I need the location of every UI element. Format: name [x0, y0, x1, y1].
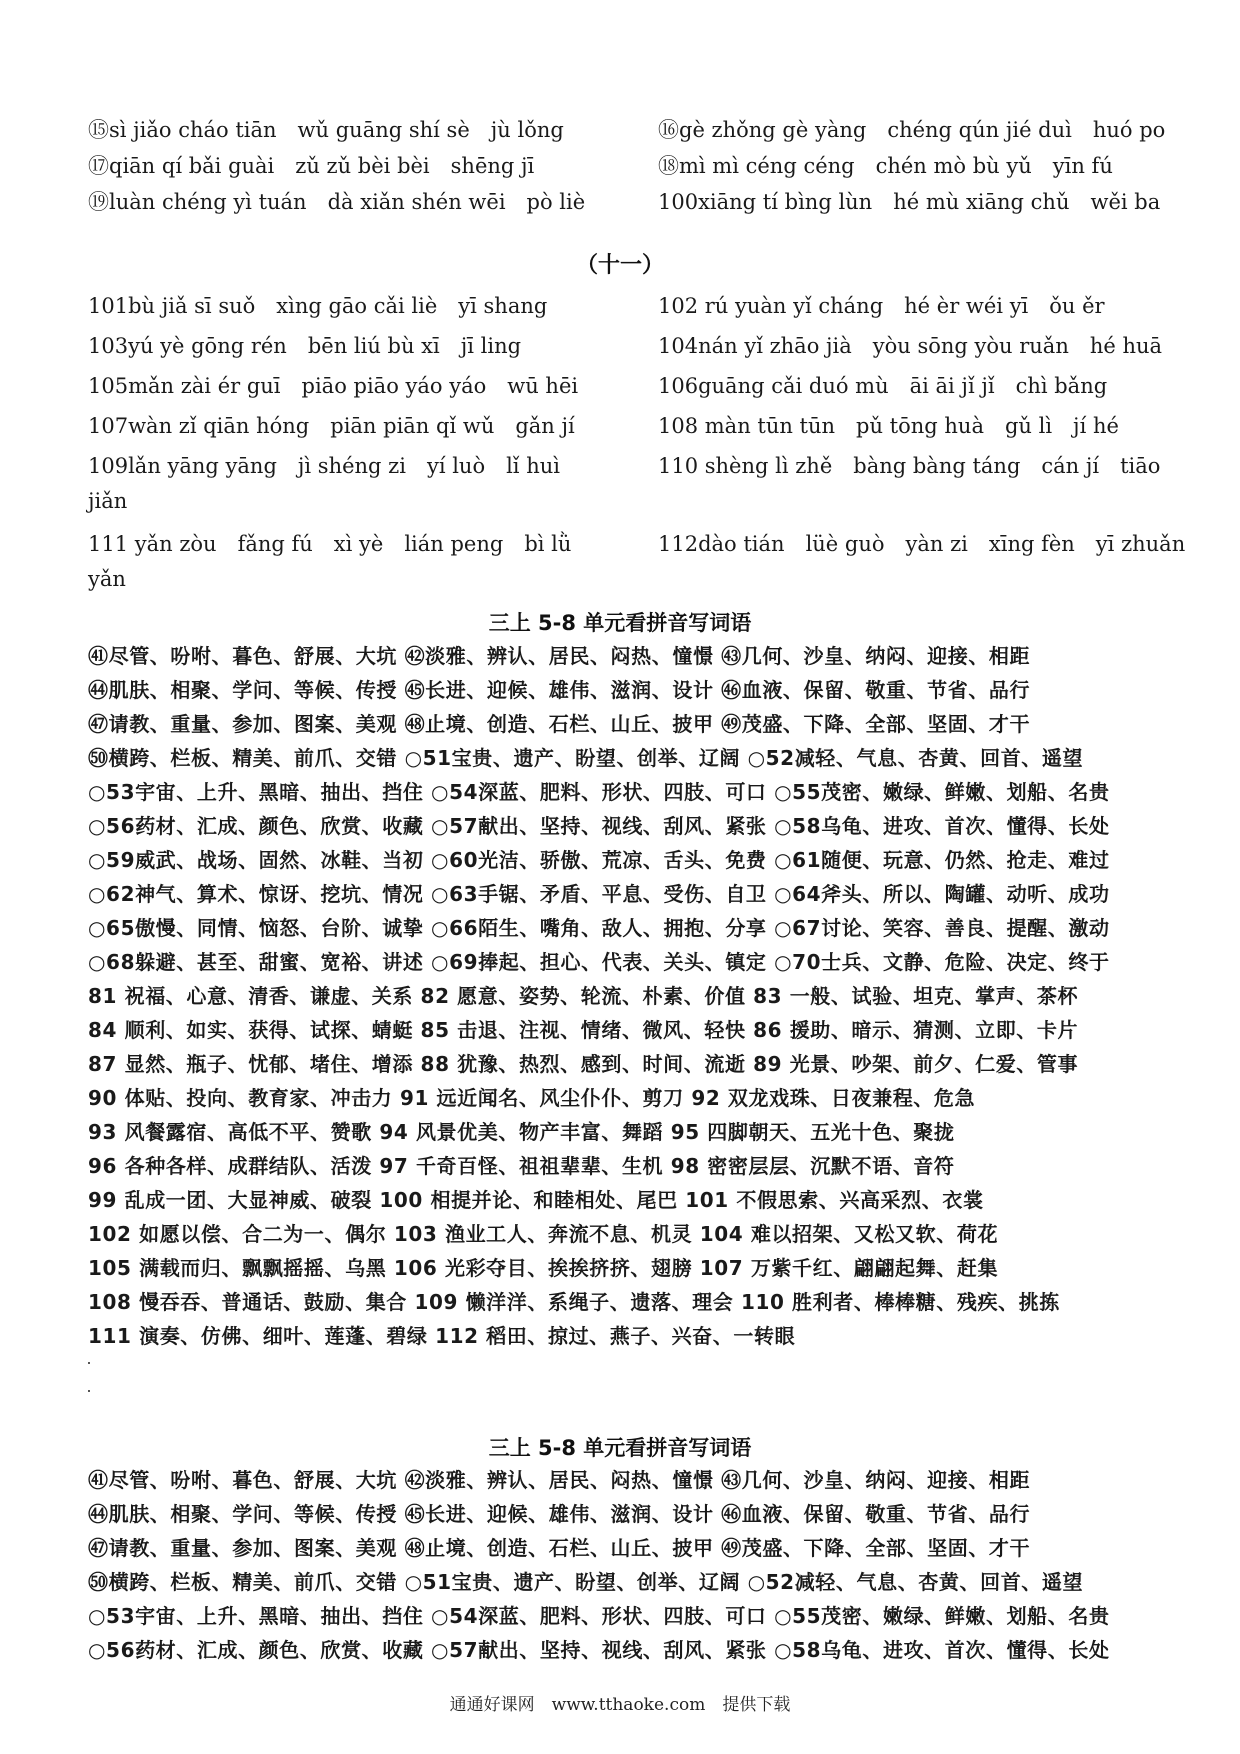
hanzi-row: 102 如愿以偿、合二为一、偶尔 103 渔业工人、奔流不息、机灵 104 难以招架、又松又软、荷花: [88, 1222, 999, 1246]
hanzi-row: ○56药材、汇成、颜色、欣赏、收藏 ○57献出、坚持、视线、刮风、紧张 ○58乌龟、进攻、首次、懂得、长处: [88, 1638, 1110, 1662]
hanzi-row: 90 体贴、投向、教育家、冲击力 91 远近闻名、风尘仆仆、剪刀 92 双龙戏珠、日夜兼程、危急: [88, 1086, 976, 1110]
pinyin-right: ⑱mì mì céng céng chén mò bù yǔ yīn fú: [658, 154, 1113, 178]
hanzi-row: 105 满载而归、飘飘摇摇、乌黑 106 光彩夺目、挨挨挤挤、翅膀 107 万紫千红、翩翩起舞、赶集: [88, 1256, 999, 1280]
hanzi-row: 99 乱成一团、大显神威、破裂 100 相提并论、和睦相处、尾巴 101 不假思索、兴高采烈、衣裳: [88, 1188, 984, 1212]
hanzi-row: ㊶尽管、吩咐、暮色、舒展、大坑 ㊷淡雅、辨认、居民、闷热、憧憬 ㊸几何、沙皇、纳闷、迎接、相距: [88, 644, 1031, 668]
pinyin-right: ⑯gè zhǒng gè yàng chéng qún jié duì huó po: [658, 118, 1166, 142]
pinyin-right: 100xiāng tí bìng lùn hé mù xiāng chǔ wěi ba: [658, 190, 1161, 214]
hanzi-row: ○68躲避、甚至、甜蜜、宽裕、讲述 ○69捧起、担心、代表、关头、镇定 ○70士兵、文静、危险、决定、终于: [88, 950, 1110, 974]
pinyin-right: 102 rú yuàn yǐ cháng hé èr wéi yī ǒu ěr: [658, 294, 1105, 318]
hanzi-row: 87 显然、瓶子、忧郁、堵住、增添 88 犹豫、热烈、感到、时间、流逝 89 光景、吵架、前夕、仁爱、管事: [88, 1052, 1079, 1076]
pinyin-row: [88, 450, 1161, 513]
hanzi-row: ○59威武、战场、固然、冰鞋、当初 ○60光洁、骄傲、荒凉、舌头、免费 ○61随便、玩意、仍然、抢走、难过: [88, 848, 1110, 872]
pinyin-left: 105mǎn zài ér guī piāo piāo yáo yáo wū hēi: [88, 374, 579, 398]
pinyin-right: 106guāng cǎi duó mù āi āi jǐ jǐ chì bǎng: [658, 374, 1108, 398]
hanzi-row: ○62神气、算术、惊讶、挖坑、情况 ○63手锯、矛盾、平息、受伤、自卫 ○64斧头、所以、陶罐、动听、成功: [88, 882, 1110, 906]
hanzi-row: 84 顺利、如实、获得、试探、蜻蜓 85 击退、注视、情绪、微风、轻快 86 援助、暗示、猜测、立即、卡片: [88, 1018, 1079, 1042]
section-title: 三上 5-8 单元看拼音写词语: [488, 1436, 752, 1460]
hanzi-row: ○56药材、汇成、颜色、欣赏、收藏 ○57献出、坚持、视线、刮风、紧张 ○58乌龟、进攻、首次、懂得、长处: [88, 814, 1110, 838]
pinyin-left: ⑮sì jiǎo cháo tiān wǔ guāng shí sè jù lǒng: [88, 118, 564, 142]
pinyin-right: 110 shèng lì zhě bàng bàng táng cán jí tiāo: [658, 454, 1161, 478]
section-title: 三上 5-8 单元看拼音写词语: [488, 611, 752, 635]
hanzi-row: 96 各种各样、成群结队、活泼 97 千奇百怪、祖祖辈辈、生机 98 密密层层、沉默不语、音符: [88, 1154, 955, 1178]
hanzi-row: 108 慢吞吞、普通话、鼓励、集合 109 懒洋洋、系绳子、遗落、理会 110 胜利者、棒棒糖、残疾、挑拣: [88, 1290, 1060, 1314]
pinyin-left: ⑰qiān qí bǎi guài zǔ zǔ bèi bèi shēng jī: [88, 154, 535, 178]
pinyin-left: ⑲luàn chéng yì tuán dà xiǎn shén wēi pò liè: [88, 190, 586, 214]
footer-credit: 通通好课网 www.tthaoke.com 提供下载: [449, 1695, 791, 1715]
pinyin-left: 107wàn zǐ qiān hóng piān piān qǐ wǔ gǎn jí: [88, 414, 575, 438]
hanzi-row: ㊼请教、重量、参加、图案、美观 ㊽止境、创造、石栏、山丘、披甲 ㊾茂盛、下降、全部、坚固、才干: [88, 1536, 1031, 1560]
hanzi-row: 111 演奏、仿佛、细叶、莲蓬、碧绿 112 稻田、掠过、燕子、兴奋、一转眼: [88, 1324, 796, 1348]
hanzi-row: ㊹肌肤、相聚、学问、等候、传授 ㊺长进、迎候、雄伟、滋润、设计 ㊻血液、保留、敬重、节省、品行: [88, 678, 1031, 702]
hanzi-row: 81 祝福、心意、清香、谦虚、关系 82 愿意、姿势、轮流、朴素、价值 83 一般、试验、坦克、掌声、茶杯: [88, 984, 1079, 1008]
hanzi-row: ㊿横跨、栏板、精美、前爪、交错 ○51宝贵、遗产、盼望、创举、辽阔 ○52减轻、气息、杏黄、回首、遥望: [88, 746, 1084, 770]
hanzi-row: ○53宇宙、上升、黑暗、抽出、挡住 ○54深蓝、肥料、形状、四肢、可口 ○55茂密、嫩绿、鲜嫩、划船、名贵: [88, 1604, 1110, 1628]
pinyin-right: 108 màn tūn tūn pǔ tōng huà gǔ lì jí hé: [658, 414, 1119, 438]
pinyin-row: [88, 370, 1160, 402]
stray-dot: [88, 1362, 90, 1364]
pinyin-right: 112dào tián lüè guò yàn zi xīng fèn yī zhuǎn: [658, 532, 1186, 556]
pinyin-left: 111 yǎn zòu fǎng fú xì yè lián peng bì lǜ: [88, 532, 572, 556]
hanzi-row: ○65傲慢、同情、恼怒、台阶、诚挚 ○66陌生、嘴角、敌人、拥抱、分享 ○67讨论、笑容、善良、提醒、激动: [88, 916, 1110, 940]
pinyin-row: [88, 186, 1160, 218]
pinyin-row: [88, 290, 1160, 322]
pinyin-left: 101bù jiǎ sī suǒ xìng gāo cǎi liè yī shang: [88, 294, 548, 318]
pinyin-row: [88, 150, 1160, 182]
pinyin-row: [88, 528, 1186, 591]
hanzi-row: ㊶尽管、吩咐、暮色、舒展、大坑 ㊷淡雅、辨认、居民、闷热、憧憬 ㊸几何、沙皇、纳闷、迎接、相距: [88, 1468, 1031, 1492]
hanzi-row: ㊼请教、重量、参加、图案、美观 ㊽止境、创造、石栏、山丘、披甲 ㊾茂盛、下降、全部、坚固、才干: [88, 712, 1031, 736]
pinyin-left: 103yú yè gōng rén bēn liú bù xī jī ling: [88, 334, 522, 358]
pinyin-row: [88, 410, 1160, 442]
hanzi-row: ○53宇宙、上升、黑暗、抽出、挡住 ○54深蓝、肥料、形状、四肢、可口 ○55茂密、嫩绿、鲜嫩、划船、名贵: [88, 780, 1110, 804]
pinyin-wrap: jiǎn: [88, 489, 128, 513]
section-label: （十一）: [575, 252, 664, 278]
pinyin-wrap: yǎn: [88, 567, 126, 591]
stray-dot: [88, 1390, 90, 1392]
hanzi-row: ㊹肌肤、相聚、学问、等候、传授 ㊺长进、迎候、雄伟、滋润、设计 ㊻血液、保留、敬重、节省、品行: [88, 1502, 1031, 1526]
pinyin-right: 104nán yǐ zhāo jià yòu sōng yòu ruǎn hé huā: [658, 334, 1163, 358]
pinyin-left: 109lǎn yāng yāng jì shéng zi yí luò lǐ huì: [88, 454, 560, 478]
hanzi-row: 93 风餐露宿、高低不平、赞歌 94 风景优美、物产丰富、舞蹈 95 四脚朝天、五光十色、聚拢: [88, 1120, 955, 1144]
pinyin-row: [88, 114, 1166, 146]
hanzi-row: ㊿横跨、栏板、精美、前爪、交错 ○51宝贵、遗产、盼望、创举、辽阔 ○52减轻、气息、杏黄、回首、遥望: [88, 1570, 1084, 1594]
pinyin-row: [88, 330, 1163, 362]
